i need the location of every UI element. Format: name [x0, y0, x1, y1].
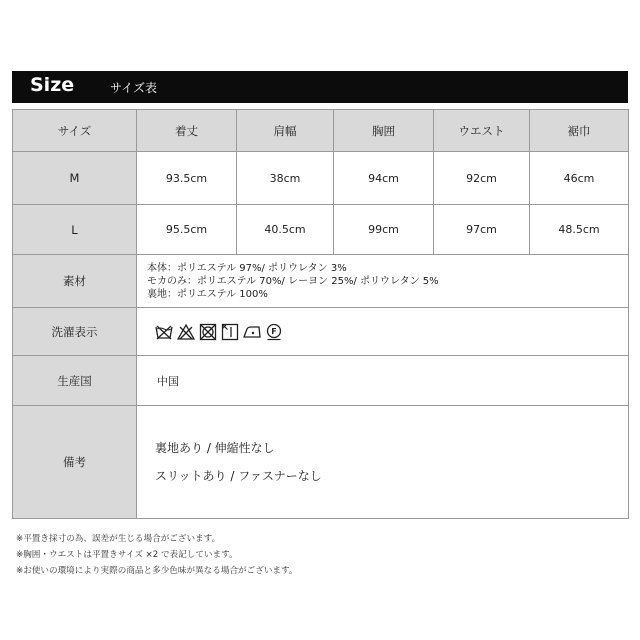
notes-value	[137, 406, 629, 519]
table-cell: 97cm	[434, 205, 530, 255]
size-label: M	[13, 152, 137, 205]
table-cell: 38cm	[237, 152, 334, 205]
table-cell: 99cm	[334, 205, 434, 255]
column-header: 着丈	[137, 110, 237, 152]
material-label: 素材	[13, 255, 137, 308]
table-cell: 48.5cm	[530, 205, 629, 255]
notes-row	[13, 406, 629, 519]
table-cell: 92cm	[434, 152, 530, 205]
column-header: 肩幅	[237, 110, 334, 152]
notes-label: 備考	[13, 406, 137, 519]
care-icons-cell	[137, 308, 629, 356]
size-label: L	[13, 205, 137, 255]
material-value	[137, 255, 629, 308]
no-bleach-icon	[177, 323, 195, 341]
material-line: 本体：ポリエステル 97%/ ポリウレタン 3%	[147, 262, 347, 274]
column-header: 胸囲	[334, 110, 434, 152]
origin-row	[13, 356, 629, 406]
table-cell: 94cm	[334, 152, 434, 205]
note-line: スリットあり / ファスナーなし	[155, 469, 322, 483]
table-header-row	[13, 110, 629, 152]
footnote: ※胸囲・ウエストは平置きサイズ ×2 で表記しています。	[16, 550, 238, 560]
no-wash-icon	[155, 323, 173, 341]
line-dry-shade-icon	[221, 323, 239, 341]
footnote: ※平置き採寸の為、誤差が生じる場合がございます。	[16, 534, 221, 544]
table-cell: 46cm	[530, 152, 629, 205]
table-cell: 40.5cm	[237, 205, 334, 255]
section-subtitle: サイズ表	[110, 81, 158, 95]
section-header	[12, 71, 628, 103]
svg-text:F: F	[271, 326, 277, 336]
material-line: モカのみ：ポリエステル 70%/ レーヨン 25%/ ポリウレタン 5%	[147, 275, 439, 287]
table-cell: 93.5cm	[137, 152, 237, 205]
no-tumble-dry-icon	[199, 323, 217, 341]
origin-label: 生産国	[13, 356, 137, 406]
size-table	[12, 109, 629, 519]
column-header: サイズ	[13, 110, 137, 152]
footnote: ※お使いの環境により実際の商品と多少色味が異なる場合がございます。	[16, 566, 298, 576]
material-row	[13, 255, 629, 308]
care-label: 洗濯表示	[13, 308, 137, 356]
column-header: ウエスト	[434, 110, 530, 152]
origin-text: 中国	[157, 374, 179, 388]
section-title: Size	[30, 74, 75, 96]
column-header: 裾巾	[530, 110, 629, 152]
table-row	[13, 205, 629, 255]
table-row	[13, 152, 629, 205]
note-line: 裏地あり / 伸縮性なし	[155, 441, 275, 455]
care-row	[13, 308, 629, 356]
dry-clean-f-icon	[265, 323, 283, 341]
material-line: 裏地：ポリエステル 100%	[147, 288, 268, 300]
origin-value	[137, 356, 629, 406]
low-iron-icon	[243, 323, 261, 341]
table-cell: 95.5cm	[137, 205, 237, 255]
